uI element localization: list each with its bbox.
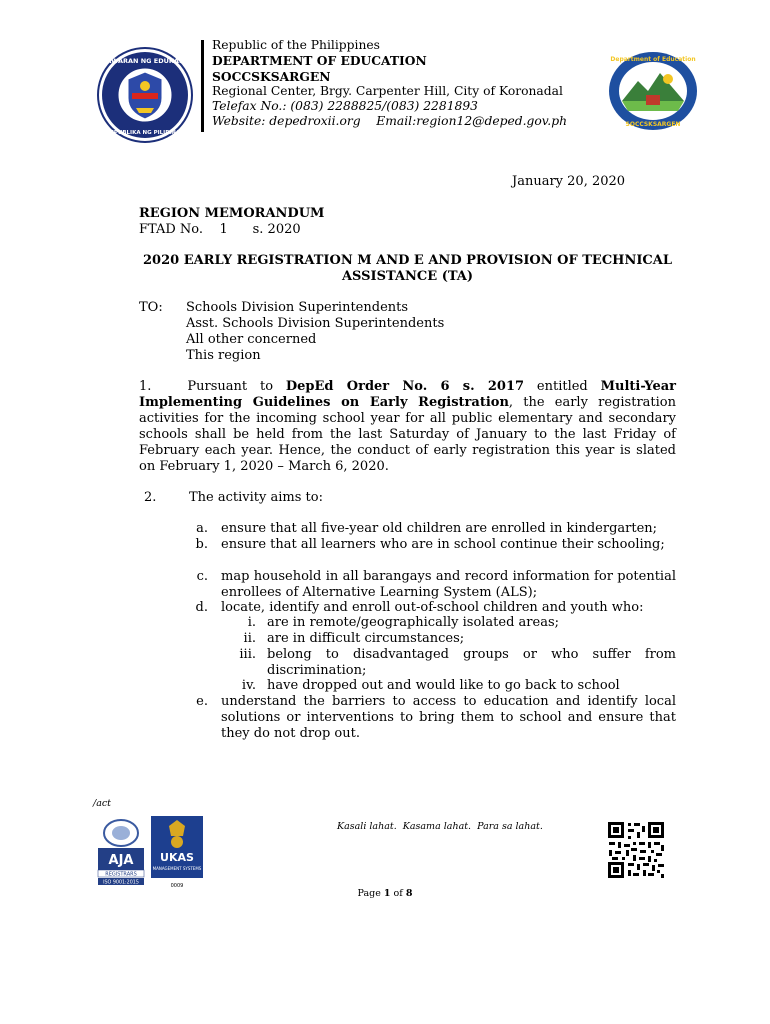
memo-title-line1: 2020 EARLY REGISTRATION M AND E AND PROVISION OF TECHNICAL <box>142 253 672 268</box>
list-item: understand the barriers to access to education and identify local solutions or interventions to bring them to school and ensure that they do not drop out. <box>221 694 676 741</box>
list-item: ensure that all five-year old children are enrolled in kindergarten; <box>221 521 658 536</box>
sublist-item: belong to disadvantaged groups or who suffer from discrimination; <box>267 647 676 678</box>
to-recipient: Schools Division Superintendents <box>186 300 409 315</box>
ukas-certification-logo <box>151 816 203 888</box>
qr-code <box>606 820 666 880</box>
list-marker: d. <box>195 600 208 615</box>
svg-text:SOCCSKSARGEN: SOCCSKSARGEN <box>625 121 681 128</box>
letterhead-website-email: Website: depedroxii.org Email:region12@deped.gov.ph <box>212 114 567 128</box>
deped-seal-logo <box>96 46 194 144</box>
region-seal-logo <box>608 51 698 131</box>
sublist-item: are in difficult circumstances; <box>267 631 465 646</box>
letterhead-department: DEPARTMENT OF EDUCATION <box>212 53 427 68</box>
letterhead-region: SOCCSKSARGEN <box>212 69 331 84</box>
letterhead-address: Regional Center, Brgy. Carpenter Hill, City of Koronadal <box>212 84 563 98</box>
list-marker: b. <box>195 537 208 552</box>
svg-text:0009: 0009 <box>170 883 184 888</box>
list-marker: a. <box>196 521 208 536</box>
motto: Kasali lahat. Kasama lahat. Para sa lahat. <box>337 821 543 832</box>
to-recipient: This region <box>186 348 261 363</box>
memo-number: FTAD No. 1 s. 2020 <box>139 222 301 237</box>
sublist-marker: ii. <box>243 631 256 646</box>
list-item: map household in all barangays and record information for potential enrollees of Alternative Learning System (ALS); <box>221 569 676 600</box>
sublist-marker: iv. <box>241 678 256 693</box>
list-marker: e. <box>196 694 208 709</box>
sublist-marker: iii. <box>239 647 256 662</box>
letterhead-divider <box>201 40 204 132</box>
memo-type: REGION MEMORANDUM <box>139 206 325 221</box>
list-item: locate, identify and enroll out-of-school children and youth who: <box>221 600 644 615</box>
deped-order-reference: DepEd Order No. 6 s. 2017 <box>285 379 525 394</box>
aja-certification-logo <box>96 816 146 886</box>
svg-text:REGISTRARS: REGISTRARS <box>105 871 137 878</box>
paragraph-2-number: 2. <box>144 490 157 505</box>
sublist-item: are in remote/geographically isolated areas; <box>267 615 560 630</box>
to-recipient: Asst. Schools Division Superintendents <box>186 316 445 331</box>
memo-date: January 20, 2020 <box>512 174 626 189</box>
paragraph-2-intro: The activity aims to: <box>189 490 323 505</box>
svg-text:REPUBLIKA NG PILIPINAS: REPUBLIKA NG PILIPINAS <box>105 130 185 136</box>
initials: /act <box>93 798 112 809</box>
letterhead-telefax: Telefax No.: (083) 2288825/(083) 2281893 <box>212 99 478 113</box>
list-marker: c. <box>196 569 208 584</box>
page-number: Page 1 of 8 <box>357 888 413 899</box>
paragraph-1-number: 1. <box>139 379 152 394</box>
letterhead-country: Republic of the Philippines <box>212 38 380 52</box>
svg-text:MANAGEMENT SYSTEMS: MANAGEMENT SYSTEMS <box>152 866 202 871</box>
svg-text:AJA: AJA <box>108 853 134 868</box>
list-item: ensure that all learners who are in school continue their schooling; <box>221 537 665 552</box>
svg-text:ISO 9001:2015: ISO 9001:2015 <box>103 880 139 886</box>
svg-text:UKAS: UKAS <box>160 851 194 864</box>
to-recipient: All other concerned <box>186 332 317 347</box>
guidelines-title: Multi-Year Implementing Guidelines on Early Registration <box>139 379 676 410</box>
sublist-item: have dropped out and would like to go back to school <box>267 678 620 693</box>
svg-text:KAGAWARAN NG EDUKASYON: KAGAWARAN NG EDUKASYON <box>96 57 194 65</box>
memo-title-line2: ASSISTANCE (TA) <box>341 269 474 284</box>
sublist-marker: i. <box>247 615 256 630</box>
svg-text:Department of Education: Department of Education <box>610 56 696 63</box>
paragraph-1: 1. Pursuant to DepEd Order No. 6 s. 2017 entitled Multi-Year Implementing Guidelines on Early Registration, the early registration activities for the incoming school year for all public elementary and secondary schools shall be held from the last Saturday of January to the last Friday of February each year. Hence, the conduct of early registration this year is slated on February 1, 2020 – March 6, 2020. <box>139 379 676 474</box>
to-label: TO: <box>139 300 163 315</box>
